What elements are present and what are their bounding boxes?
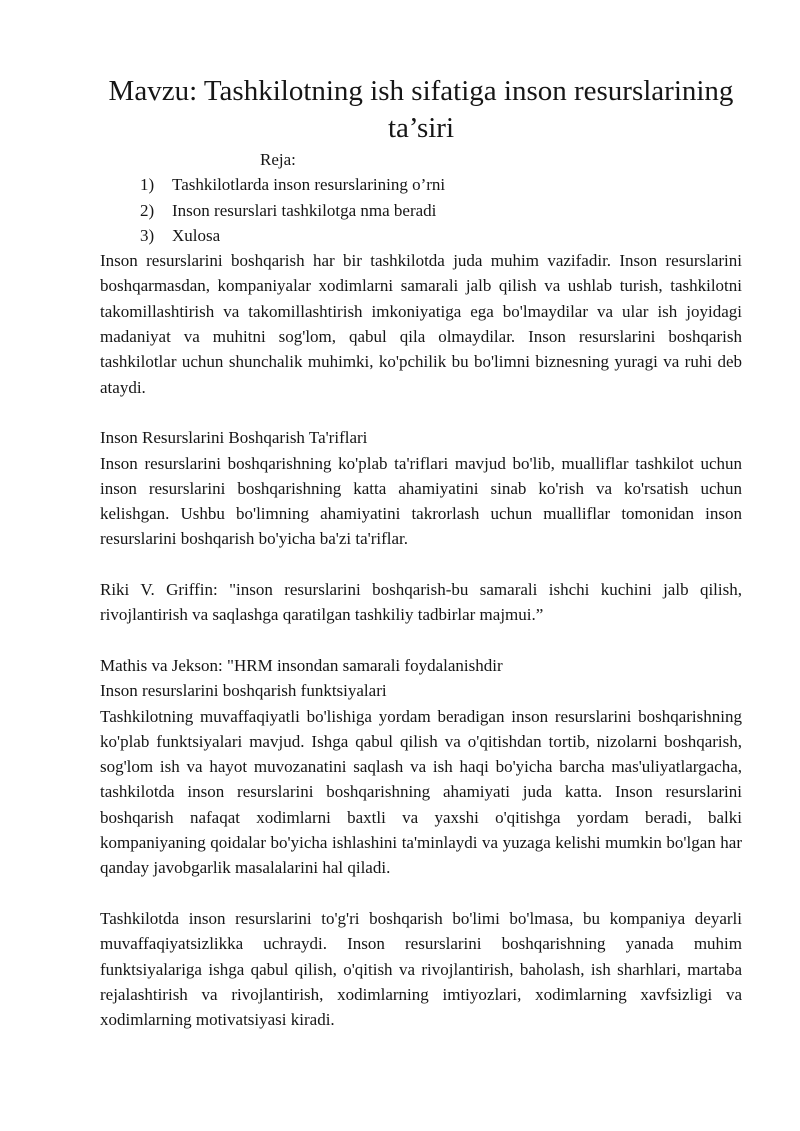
plan-item <box>100 223 742 248</box>
plan-list <box>100 172 742 248</box>
section-heading-definitions: Inson Resurslarini Boshqarish Ta'riflari <box>100 428 368 448</box>
paragraph-functions: Tashkilotning muvaffaqiyatli bo'lishiga yordam beradigan inson resurslarini boshqarishning ko'plab funktsiyalari mavjud. Ishga qabul qilish va o'qitishdan tortib, nizolarni boshqarish, sog'lom ish va hayot muvozanatini saqlash va ish haqi bo'yicha barcha mas'uliyatlargacha, tashkilotda inson resurslarini boshqarishning ahamiyati juda katta. Inson resurslarini boshqarish nafaqat xodimlarni baxtli va yaxshi o'qitishga yordam beradi, balki kompaniyaning qoidalar bo'yicha ishlashini ta'minlaydi va yuzaga kelishi mumkin bo'lgan har qanday javobgarlik masalalarini hal qiladi. <box>100 706 742 878</box>
plan-item-number: 2) <box>140 200 155 220</box>
document-title: Mavzu: Tashkilotning ish sifatiga inson resurslarining ta’siri <box>108 75 734 144</box>
plan-item-text: Tashkilotlarda inson resurslarining o’rni <box>172 175 446 195</box>
paragraph-intro: Inson resurslarini boshqarish har bir tashkilotda juda muhim vazifadir. Inson resurslarini boshqarmasdan, kompaniyalar xodimlarni samarali jalb qilish va ushlab turish, tashkilotni takomillashtirish va takomillashtirish imkoniyatiga ega bo'lmaydilar va ular ish joyidagi madaniyat va muhitni sog'lom, qabul qila olmaydilar. Inson resurslarini boshqarish tashkilotlar uchun shunchalik muhimki, ko'pchilik bu bo'limni biznesning yuragi va ruhi deb ataydi. <box>100 251 742 397</box>
plan-item-text: Inson resurslari tashkilotga nma beradi <box>172 200 437 220</box>
quote-mathis: Mathis va Jekson: "HRM insondan samarali foydalanishdir <box>100 655 503 675</box>
paragraph-importance: Tashkilotda inson resurslarini to'g'ri boshqarish bo'limi bo'lmasa, bu kompaniya deyarli muvaffaqiyatsizlikka uchraydi. Inson resurslarini boshqarishning yanada muhim funktsiyalariga ishga qabul qilish, o'qitish va rivojlantirish, baholash, ish sharhlari, martaba rejalashtirish va rivojlantirish, xodimlarning imtiyozlari, xodimlarning xavfsizligi va xodimlarning motivatsiyasi kiradi. <box>100 908 742 1030</box>
paragraph-definitions: Inson resurslarini boshqarishning ko'plab ta'riflari mavjud bo'lib, mualliflar tashkilot uchun inson resurslarini boshqarishning katta ahamiyatini sinab ko'rish va ko'rsatish uchun kelishgan. Ushbu bo'limning ahamiyatini takrorlash uchun mualliflar tomonidan inson resurslarini boshqarish bo'yicha ba'zi ta'riflar. <box>100 453 742 549</box>
plan-label: Reja: <box>260 150 296 169</box>
section-heading-functions: Inson resurslarini boshqarish funktsiyalari <box>100 681 387 701</box>
plan-item-text: Xulosa <box>172 225 221 245</box>
plan-item <box>100 198 742 223</box>
plan-item <box>100 172 742 197</box>
quote-griffin: Riki V. Griffin: "inson resurslarini boshqarish-bu samarali ishchi kuchini jalb qilish, rivojlantirish va saqlashga qaratilgan tashkiliy tadbirlar majmui.” <box>100 580 742 625</box>
plan-item-number: 3) <box>140 225 155 245</box>
plan-item-number: 1) <box>140 175 155 195</box>
